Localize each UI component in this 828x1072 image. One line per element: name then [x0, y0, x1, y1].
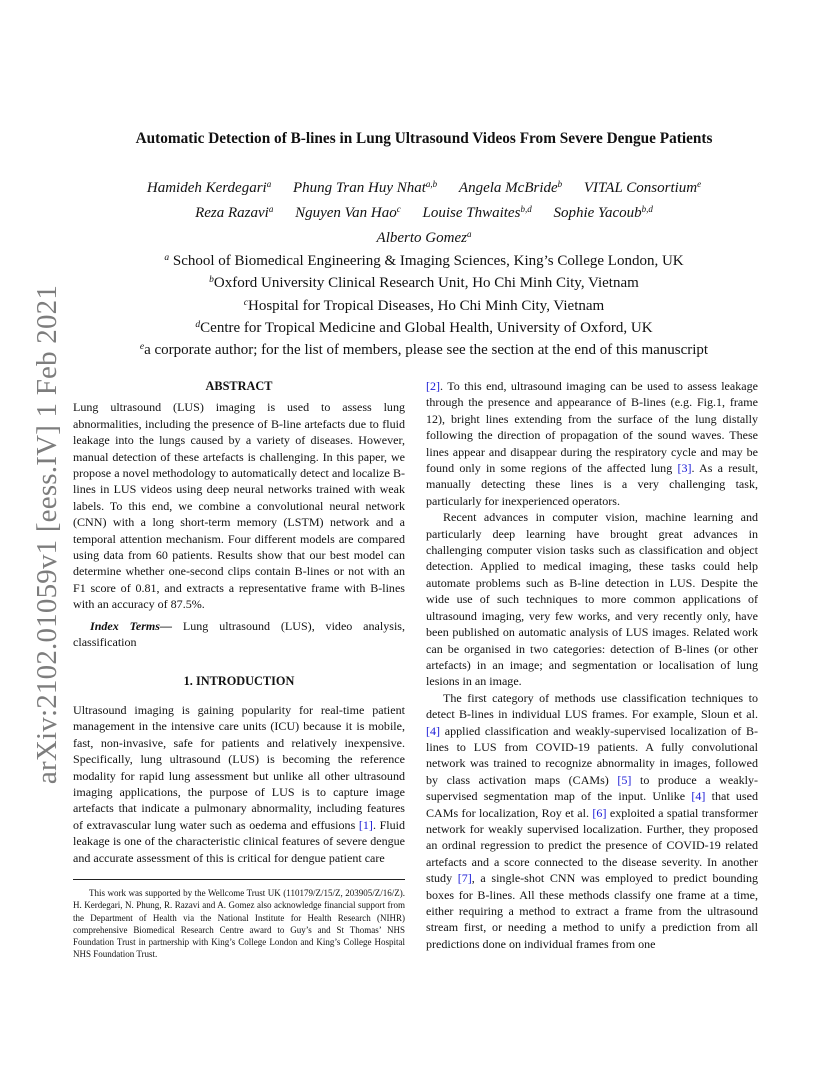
author: Nguyen Van Hao$^c$ [295, 204, 401, 221]
author: VITAL Consortium$^e$ [583, 179, 702, 196]
arxiv-identifier-text: arXiv:2102.01059v1 [eess.IV] 1 Feb 2021 [31, 284, 64, 784]
citation-link[interactable]: [5] [617, 772, 632, 787]
citation-link[interactable]: [3] [677, 461, 692, 476]
abstract-text: Lung ultrasound (LUS) imaging is used to assess lung abnormalities, including the presence of B-line artefacts due to fluid leakage into the lungs caused by a variety of diseases. However, manual detection of these artefacts is challenging. In this paper, we propose a novel methodology to automatically detect and localize B-lines in LUS videos using deep neural networks trained with weak labels. To this end, we combine a convolutional neural network (CNN) with a long short-term memory (LSTM) network and a temporal attention mechanism. Four different models are compared using data from 60 patients. Results show that our best model can determine whether one-second clips contain B-lines or not with an F1 score of 0.81, and extracts a representative frame with B-lines with an accuracy of 87.5%. [73, 400, 405, 612]
affiliation: $^c$Hospital for Tropical Diseases, Ho Chi Minh City, Vietnam [243, 297, 605, 314]
index-terms-text: Lung ultrasound (LUS), video analysis, classification [73, 618, 406, 650]
funding-footnote [73, 879, 405, 961]
citation-link[interactable]: [7] [457, 871, 472, 886]
author: Sophie Yacoub$^{b,d}$ [553, 204, 653, 221]
affiliation: $^d$Centre for Tropical Medicine and Global Health, University of Oxford, UK [195, 319, 653, 336]
affiliation: $^b$Oxford University Clinical Research Unit, Ho Chi Minh City, Vietnam [209, 275, 639, 292]
author-line [80, 199, 768, 224]
right-column [426, 378, 758, 952]
affiliation-list [60, 249, 788, 360]
author: Angela McBride$^b$ [458, 179, 563, 196]
intro-paragraph-3: The first category of methods use classification techniques to detect B-lines in individual LUS frames. For example, Sloun et al. [4] applied classification and weakly-supervised localization of B-lines to LUS from COVID-19 patients. A fully convolutional network was trained to recognize abnormality in images, followed by class activation maps (CAMs) [5] to produce a weakly-supervised segmentation map of the input. Unlike [4] that used CAMs for localization, Roy et al. [6] exploited a spatial transformer network for weakly supervised localization. Further, they proposed an ordinal regression to predict the presence of COVID-19 related artefacts and a score connected to the disease severity. In another study [7], a single-shot CNN was employed to predict bounding boxes for B-lines. All these methods classify one frame at a time, either requiring a method to extract a frame from the ultrasound stream first, or needing a method to unify a prediction from all predictions done on individual frames from one [426, 690, 758, 951]
citation-link[interactable]: [1] [358, 817, 373, 832]
arxiv-identifier [28, 284, 68, 784]
author-list [80, 174, 768, 249]
paper-title: Automatic Detection of B-lines in Lung Ultrasound Videos From Severe Dengue Patients [135, 130, 713, 147]
index-terms [73, 618, 405, 651]
left-column [73, 378, 405, 866]
author: Hamideh Kerdegari$^a$ [146, 179, 272, 196]
affiliation: $^a$ School of Biomedical Engineering & Imaging Sciences, King’s College London, UK [164, 253, 684, 269]
author-line [80, 174, 768, 199]
author: Alberto Gomez$^a$ [376, 229, 472, 246]
citation-link[interactable]: [2] [426, 379, 441, 393]
citation-link[interactable]: [4] [426, 723, 441, 738]
citation-link[interactable]: [6] [592, 805, 607, 820]
intro-paragraph-1: Ultrasound imaging is gaining popularity for real-time patient management in the intensive care units (ICU) because it is mobile, fast, non-invasive, safe for patients and relatively inexpensive. Specifically, lung ultrasound (LUS) is becoming the reference modality for rapid lung assessment but unlike all other ultrasound imaging applications, the purpose of LUS is to capture image artefacts that indicate a pulmonary abnormality, including features of extravascular lung water such as oedema and effusions [1]. Fluid leakage is one of the characteristic clinical features of severe dengue and accurate assessment of this is critical for dengue patient care [73, 702, 406, 865]
intro-paragraph-1-cont: [2]. To this end, ultrasound imaging can be used to assess leakage through the presence and appearance of B-lines (e.g. Fig.1, frame 12), bright lines extending from the surface of the lung distally following the direction of propagation of the sound waves. These lines appear and disappear during the respiratory cycle and may be found only in some regions of the affected lung [3]. As a result, manually detecting these lines is a very challenging task, particularly for inexperienced operators. [426, 379, 758, 508]
footnote-text: This work was supported by the Wellcome Trust UK (110179/Z/15/Z, 203905/Z/16/Z). H. Kerdegari, N. Phung, R. Razavi and A. Gomez also acknowledge financial support from the Department of Health via the National Institute for Health Research (NIHR) comprehensive Biomedical Research Centre award to Guy’s and St Thomas’ NHS Foundation Trust in partnership with King’s College London and King’s College Hospital NHS Foundation Trust. [73, 888, 405, 960]
introduction-heading: 1. INTRODUCTION [183, 673, 295, 688]
author: Phung Tran Huy Nhat$^{a,b}$ [292, 179, 438, 196]
index-terms-label: Index Terms— [90, 618, 173, 633]
affiliation: $^e$a corporate author; for the list of members, please see the section at the end of this manuscript [139, 342, 709, 359]
citation-link[interactable]: [4] [691, 789, 706, 804]
author-line [80, 224, 768, 249]
author: Louise Thwaites$^{b,d}$ [422, 204, 532, 221]
author: Reza Razavi$^a$ [195, 204, 274, 221]
abstract-heading: ABSTRACT [205, 379, 273, 393]
intro-paragraph-2: Recent advances in computer vision, machine learning and particularly deep learning have brought great advances in challenging computer vision tasks such as classification and object detection. Applied to medical imaging, these tasks could help automate problems such as B-line detection in LUS. Despite the wide use of such techniques to more common applications of ultrasound imaging, very few works, and very recently only, have been published on automatic analysis of LUS images. Related work can be organised in two categories: detection of B-lines (or other artefacts) in an image; and segmentation or localisation of lung lesions in an image. [426, 510, 758, 689]
